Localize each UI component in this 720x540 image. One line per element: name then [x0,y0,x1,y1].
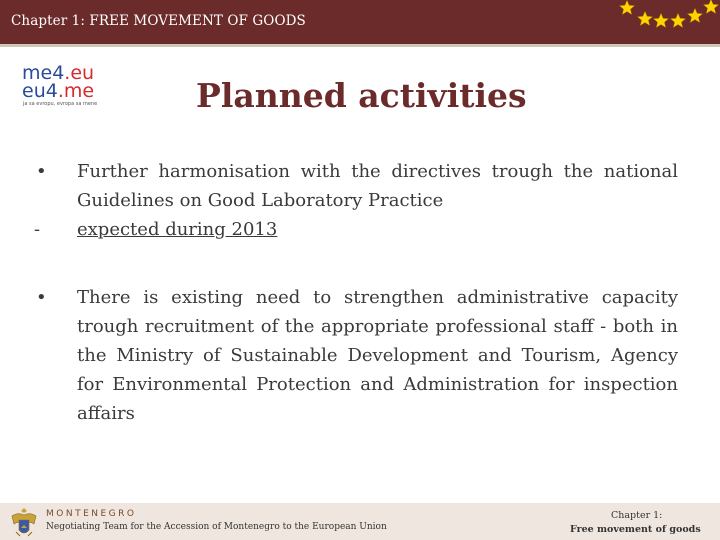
eu-star-icon [687,8,703,23]
dash-item [30,215,678,244]
bullet-marker: • [36,161,47,182]
bullet-text: Further harmonisation with the directives trough the national Guidelines on Good Laboratory Practice [77,161,678,211]
eu-star-icon [619,0,635,15]
bullet-item [30,157,678,215]
logo-text: me4 [22,62,65,84]
logo-line-2 [22,82,94,101]
eu-stars-icon [600,0,720,44]
bullet-marker: • [36,287,47,308]
logo-tagline: ja sa evropu, evropa sa mene [23,101,98,107]
me4eu-logo [22,64,114,108]
montenegro-coat-of-arms-icon [8,506,40,540]
footer-team: Negotiating Team for the Accession of Montenegro to the European Union [46,522,387,532]
spacer [30,244,678,283]
footer [0,503,720,540]
footer-chapter-label: Chapter 1: [611,510,663,521]
eu-star-icon [670,13,686,28]
dash-marker: - [34,219,41,240]
chapter-title: Chapter 1: FREE MOVEMENT OF GOODS [11,13,306,29]
page-title: Planned activities [196,76,527,115]
bullet-text: There is existing need to strengthen administrative capacity trough recruitment of the appropriate professional staff - both in the Ministry of Sustainable Development and Tourism, Agency for Environmental Protection and Administration for inspection affairs [77,287,678,424]
eu-star-icon [653,13,669,28]
footer-country: MONTENEGRO [46,509,137,519]
dash-text: expected during 2013 [77,219,278,240]
footer-chapter-name: Free movement of goods [570,524,701,535]
logo-text: .eu [64,62,95,84]
eu-star-icon [703,0,719,14]
slide-content [30,157,678,428]
logo-text: eu4 [22,80,58,102]
eu-star-icon [637,11,653,26]
bullet-item [30,283,678,428]
logo-text: .me [57,80,95,102]
header-stripe [0,44,720,47]
header-bar [0,0,720,44]
